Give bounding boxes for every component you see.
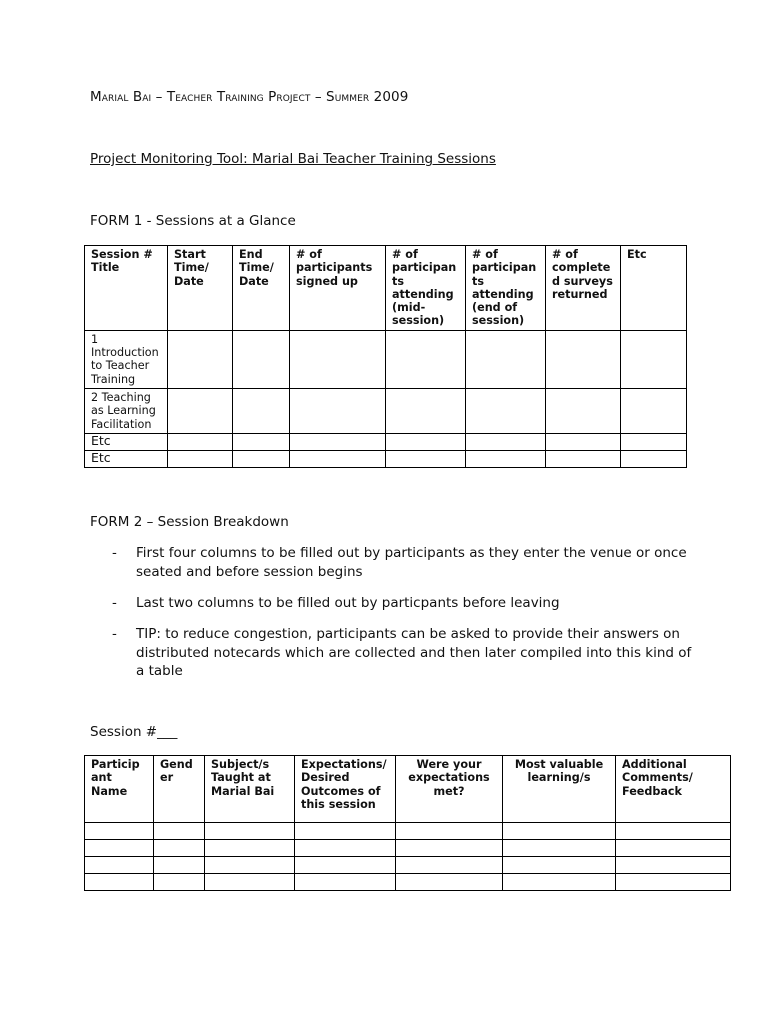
table-row [85,823,731,840]
form1-col-header: Session # Title [85,246,168,331]
empty-cell[interactable] [154,823,205,840]
empty-cell[interactable] [233,433,290,450]
empty-cell[interactable] [85,840,154,857]
empty-cell[interactable] [386,330,466,388]
empty-cell[interactable] [85,874,154,891]
empty-cell[interactable] [205,874,295,891]
form1-col-header: Etc [621,246,687,331]
table-row [85,874,731,891]
empty-cell[interactable] [616,823,731,840]
form1-col-header: Start Time/ Date [168,246,233,331]
empty-cell[interactable] [168,433,233,450]
session-title-cell: Etc [85,450,168,467]
empty-cell[interactable] [168,330,233,388]
dash-icon: - [112,595,117,611]
empty-cell[interactable] [290,388,386,433]
form1-col-header: # of complete d surveys returned [546,246,621,331]
dash-icon: - [112,626,117,642]
form1-col-header: # of participan ts attending (end of session) [466,246,546,331]
table-row [85,857,731,874]
form1-heading: FORM 1 - Sessions at a Glance [90,213,296,229]
session-number-label: Session #___ [90,724,178,740]
table-row [85,433,687,450]
empty-cell[interactable] [466,388,546,433]
empty-cell[interactable] [396,823,503,840]
form1-table [84,245,687,468]
empty-cell[interactable] [503,840,616,857]
empty-cell[interactable] [168,450,233,467]
form2-col-header: Expectations/ Desired Outcomes of this session [295,756,396,823]
empty-cell[interactable] [396,874,503,891]
empty-cell[interactable] [621,433,687,450]
form2-col-header: Most valuable learning/s [503,756,616,823]
empty-cell[interactable] [290,330,386,388]
empty-cell[interactable] [295,857,396,874]
session-title-cell: 1 Introduction to Teacher Training [85,330,168,388]
empty-cell[interactable] [205,857,295,874]
empty-cell[interactable] [621,388,687,433]
form1-col-header: # of participants signed up [290,246,386,331]
empty-cell[interactable] [503,823,616,840]
table-row [85,450,687,467]
empty-cell[interactable] [85,857,154,874]
empty-cell[interactable] [154,857,205,874]
empty-cell[interactable] [168,388,233,433]
empty-cell[interactable] [295,874,396,891]
document-title: Marial Bai – Teacher Training Project – Summer 2009 [90,89,409,105]
empty-cell[interactable] [233,388,290,433]
empty-cell[interactable] [546,330,621,388]
empty-cell[interactable] [621,330,687,388]
empty-cell[interactable] [466,433,546,450]
empty-cell[interactable] [616,874,731,891]
empty-cell[interactable] [233,330,290,388]
session-title-cell: Etc [85,433,168,450]
empty-cell[interactable] [386,450,466,467]
empty-cell[interactable] [205,823,295,840]
form2-col-header: Were your expectations met? [396,756,503,823]
empty-cell[interactable] [616,840,731,857]
form1-col-header: # of participan ts attending (mid-session) [386,246,466,331]
empty-cell[interactable] [503,857,616,874]
list-item-text: TIP: to reduce congestion, participants can be asked to provide their answers on distributed notecards which are collected and then later compiled into this kind of a table [136,626,692,679]
empty-cell[interactable] [290,433,386,450]
empty-cell[interactable] [233,450,290,467]
form2-col-header: Additional Comments/ Feedback [616,756,731,823]
empty-cell[interactable] [621,450,687,467]
document-subtitle: Project Monitoring Tool: Marial Bai Teacher Training Sessions [90,151,496,167]
form2-col-header: Gend er [154,756,205,823]
list-item-text: Last two columns to be filled out by particpants before leaving [136,595,560,611]
session-title-cell: 2 Teaching as Learning Facilitation [85,388,168,433]
empty-cell[interactable] [396,840,503,857]
empty-cell[interactable] [290,450,386,467]
empty-cell[interactable] [466,330,546,388]
empty-cell[interactable] [503,874,616,891]
form2-col-header: Subject/s Taught at Marial Bai [205,756,295,823]
form2-col-header: Particip ant Name [85,756,154,823]
empty-cell[interactable] [546,450,621,467]
empty-cell[interactable] [546,433,621,450]
dash-icon: - [112,545,117,561]
empty-cell[interactable] [154,874,205,891]
form2-table [84,755,731,891]
empty-cell[interactable] [616,857,731,874]
empty-cell[interactable] [466,450,546,467]
empty-cell[interactable] [396,857,503,874]
form2-header-row [85,756,731,823]
form1-header-row [85,246,687,331]
empty-cell[interactable] [386,388,466,433]
empty-cell[interactable] [295,840,396,857]
form1-col-header: End Time/ Date [233,246,290,331]
table-row [85,330,687,388]
table-row [85,388,687,433]
empty-cell[interactable] [386,433,466,450]
empty-cell[interactable] [295,823,396,840]
table-row [85,840,731,857]
form2-heading: FORM 2 – Session Breakdown [90,514,289,530]
empty-cell[interactable] [546,388,621,433]
empty-cell[interactable] [205,840,295,857]
list-item-text: First four columns to be filled out by participants as they enter the venue or once seated and before session begins [136,545,687,580]
empty-cell[interactable] [154,840,205,857]
empty-cell[interactable] [85,823,154,840]
